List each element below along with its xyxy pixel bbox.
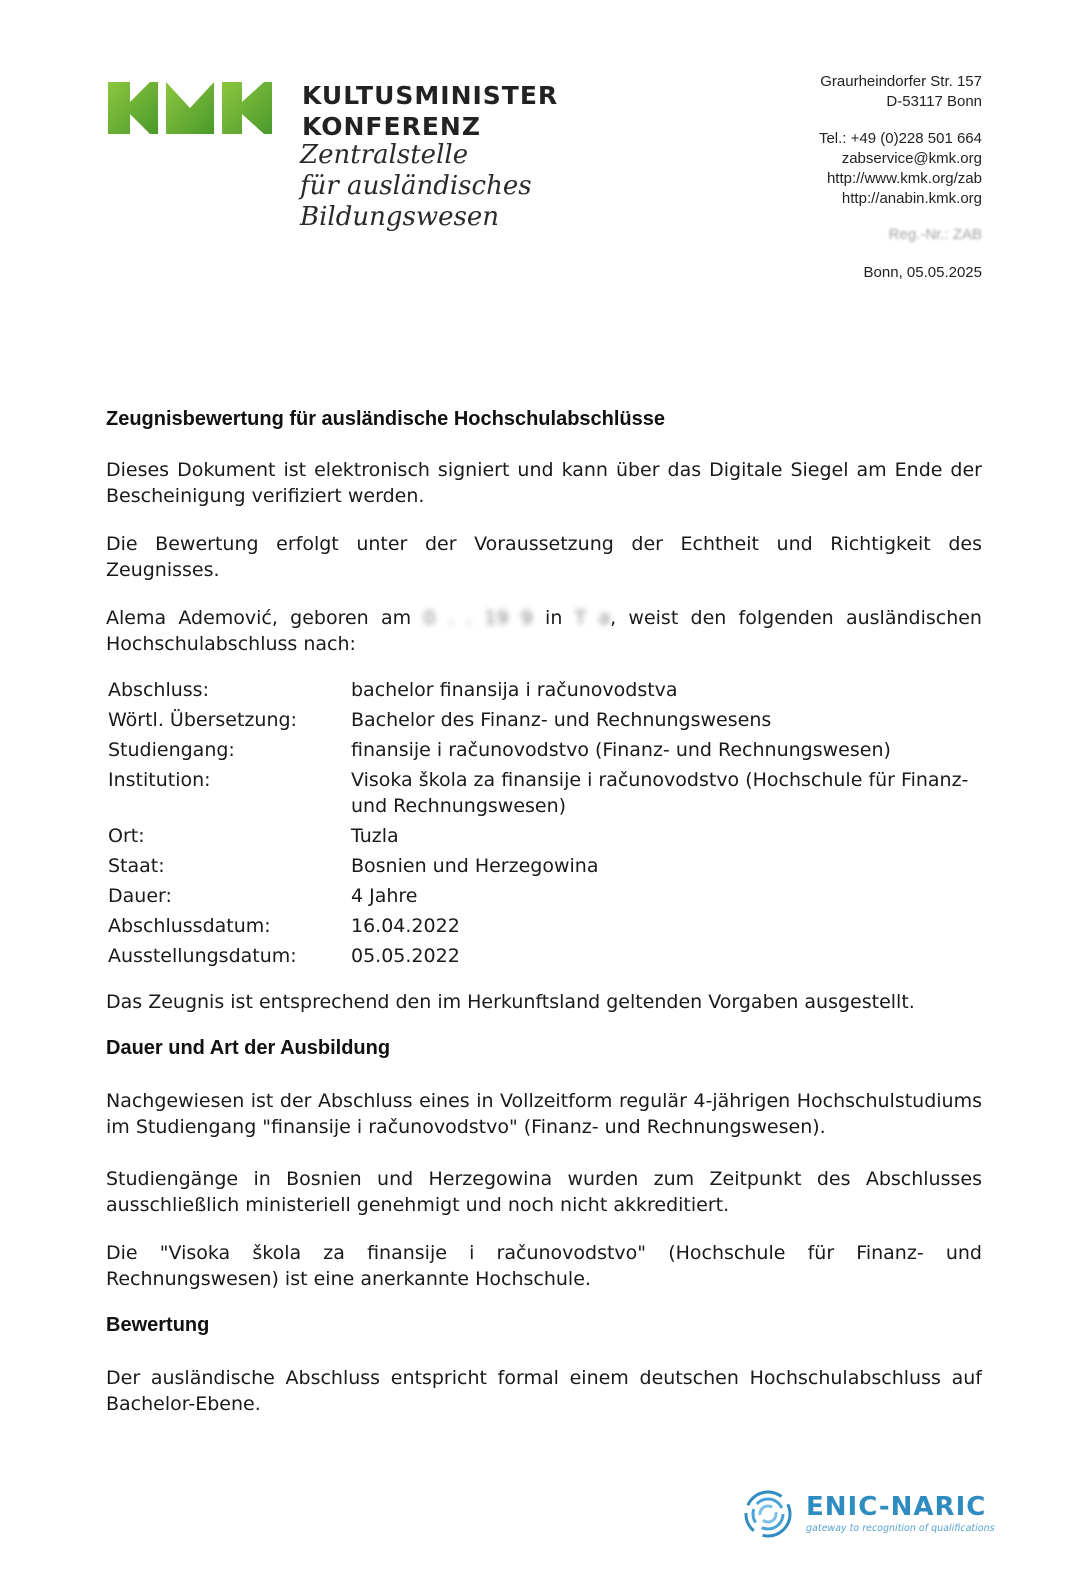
registration-number: Reg.-Nr.: ZAB xyxy=(888,226,982,243)
in-word: in xyxy=(545,607,563,629)
enic-naric-logo xyxy=(742,1486,995,1542)
enic-naric-tagline: gateway to recognition of qualifications xyxy=(806,1523,995,1534)
fact-value: Bachelor des Finanz- und Rechnungswesens xyxy=(351,709,772,731)
org-subtitle xyxy=(300,140,532,233)
fact-value: 4 Jahre xyxy=(351,885,418,907)
fact-label: Wörtl. Übersetzung: xyxy=(108,709,297,731)
fact-label: Dauer: xyxy=(108,885,172,907)
fact-label: Studiengang: xyxy=(108,739,235,761)
email-link[interactable]: zabservice@kmk.org xyxy=(841,150,982,167)
fact-label: Ausstellungsdatum: xyxy=(108,945,297,967)
issuance-note: Das Zeugnis ist entsprechend den im Herkunftsland geltenden Vorgaben ausgestellt. xyxy=(106,991,915,1013)
enic-naric-swirl-icon xyxy=(742,1486,798,1542)
kmk-logo xyxy=(108,82,278,138)
phone: Tel.: +49 (0)228 501 664 xyxy=(818,130,982,147)
section-heading-duration: Dauer und Art der Ausbildung xyxy=(106,1037,391,1059)
fact-value: Visoka škola za finansije i računovodstvo (Hochschule für Finanz- und Rechnungswesen) xyxy=(351,769,969,817)
contact-block xyxy=(819,72,982,209)
person-prefix: Alema Ademović, geboren am xyxy=(106,607,412,629)
table-row xyxy=(108,853,982,883)
table-row xyxy=(108,707,982,737)
document-date: Bonn, 05.05.2025 xyxy=(863,264,982,281)
org-title xyxy=(302,80,558,142)
document-title: Zeugnisbewertung für ausländische Hochschulabschlüsse xyxy=(106,408,666,430)
institution-paragraph: Die "Visoka škola za finansije i računovodstvo" (Hochschule für Finanz- und Rechnungswesen) ist eine anerkannte Hochschule. xyxy=(106,1242,982,1290)
fact-value: bachelor finansija i računovodstva xyxy=(351,679,678,701)
table-row xyxy=(108,913,982,943)
org-sub-line: Zentralstelle xyxy=(300,140,469,170)
address-city: D-53117 Bonn xyxy=(886,93,982,110)
fact-label: Ort: xyxy=(108,825,145,847)
org-sub-line: Bildungswesen xyxy=(300,202,499,232)
fact-value: Tuzla xyxy=(351,825,399,847)
fact-value: 05.05.2022 xyxy=(351,945,460,967)
authenticity-note: Die Bewertung erfolgt unter der Voraussetzung der Echtheit und Richtigkeit des Zeugnisses. xyxy=(106,533,982,581)
org-title-line: KONFERENZ xyxy=(302,112,481,141)
address-street: Graurheindorfer Str. 157 xyxy=(820,73,982,90)
anabin-link[interactable]: http://anabin.kmk.org xyxy=(841,190,982,207)
document-body xyxy=(106,408,982,1417)
person-statement xyxy=(106,605,982,657)
fact-label: Staat: xyxy=(108,855,165,877)
person-suffix: , weist den folgenden ausländischen Hochschulabschluss nach: xyxy=(106,607,982,655)
birth-place-redacted: T a xyxy=(574,607,611,629)
table-row xyxy=(108,737,982,767)
fact-value: Bosnien und Herzegowina xyxy=(351,855,599,877)
org-title-line: KULTUSMINISTER xyxy=(302,81,559,110)
fact-label: Abschluss: xyxy=(108,679,209,701)
table-row xyxy=(108,883,982,913)
duration-paragraph: Nachgewiesen ist der Abschluss eines in Vollzeitform regulär 4-jährigen Hochschulstudiums im Studiengang "finansije i računovodstvo" (Finanz- und Rechnungswesen). xyxy=(106,1090,982,1138)
evaluation-paragraph: Der ausländische Abschluss entspricht formal einem deutschen Hochschulabschluss auf Bachelor-Ebene. xyxy=(106,1367,982,1415)
fact-value: 16.04.2022 xyxy=(351,915,460,937)
signature-note: Dieses Dokument ist elektronisch signiert und kann über das Digitale Siegel am Ende der Bescheinigung verifiziert werden. xyxy=(106,459,982,507)
fact-label: Abschlussdatum: xyxy=(108,915,271,937)
table-row xyxy=(108,823,982,853)
enic-naric-name: ENIC-NARIC xyxy=(806,1492,987,1522)
section-heading-evaluation: Bewertung xyxy=(106,1314,210,1336)
fact-label: Institution: xyxy=(108,769,211,791)
birth-date-redacted: 0 . . 19 9 xyxy=(423,607,533,629)
org-sub-line: für ausländisches xyxy=(300,171,532,201)
accreditation-paragraph: Studiengänge in Bosnien und Herzegowina wurden zum Zeitpunkt des Abschlusses ausschließlich ministeriell genehmigt und noch nicht akkreditiert. xyxy=(106,1168,982,1216)
table-row xyxy=(108,943,982,973)
table-row xyxy=(108,677,982,707)
fact-value: finansije i računovodstvo (Finanz- und Rechnungswesen) xyxy=(351,739,891,761)
website-link[interactable]: http://www.kmk.org/zab xyxy=(826,170,982,187)
table-row xyxy=(108,767,982,823)
degree-facts-table xyxy=(108,677,982,973)
